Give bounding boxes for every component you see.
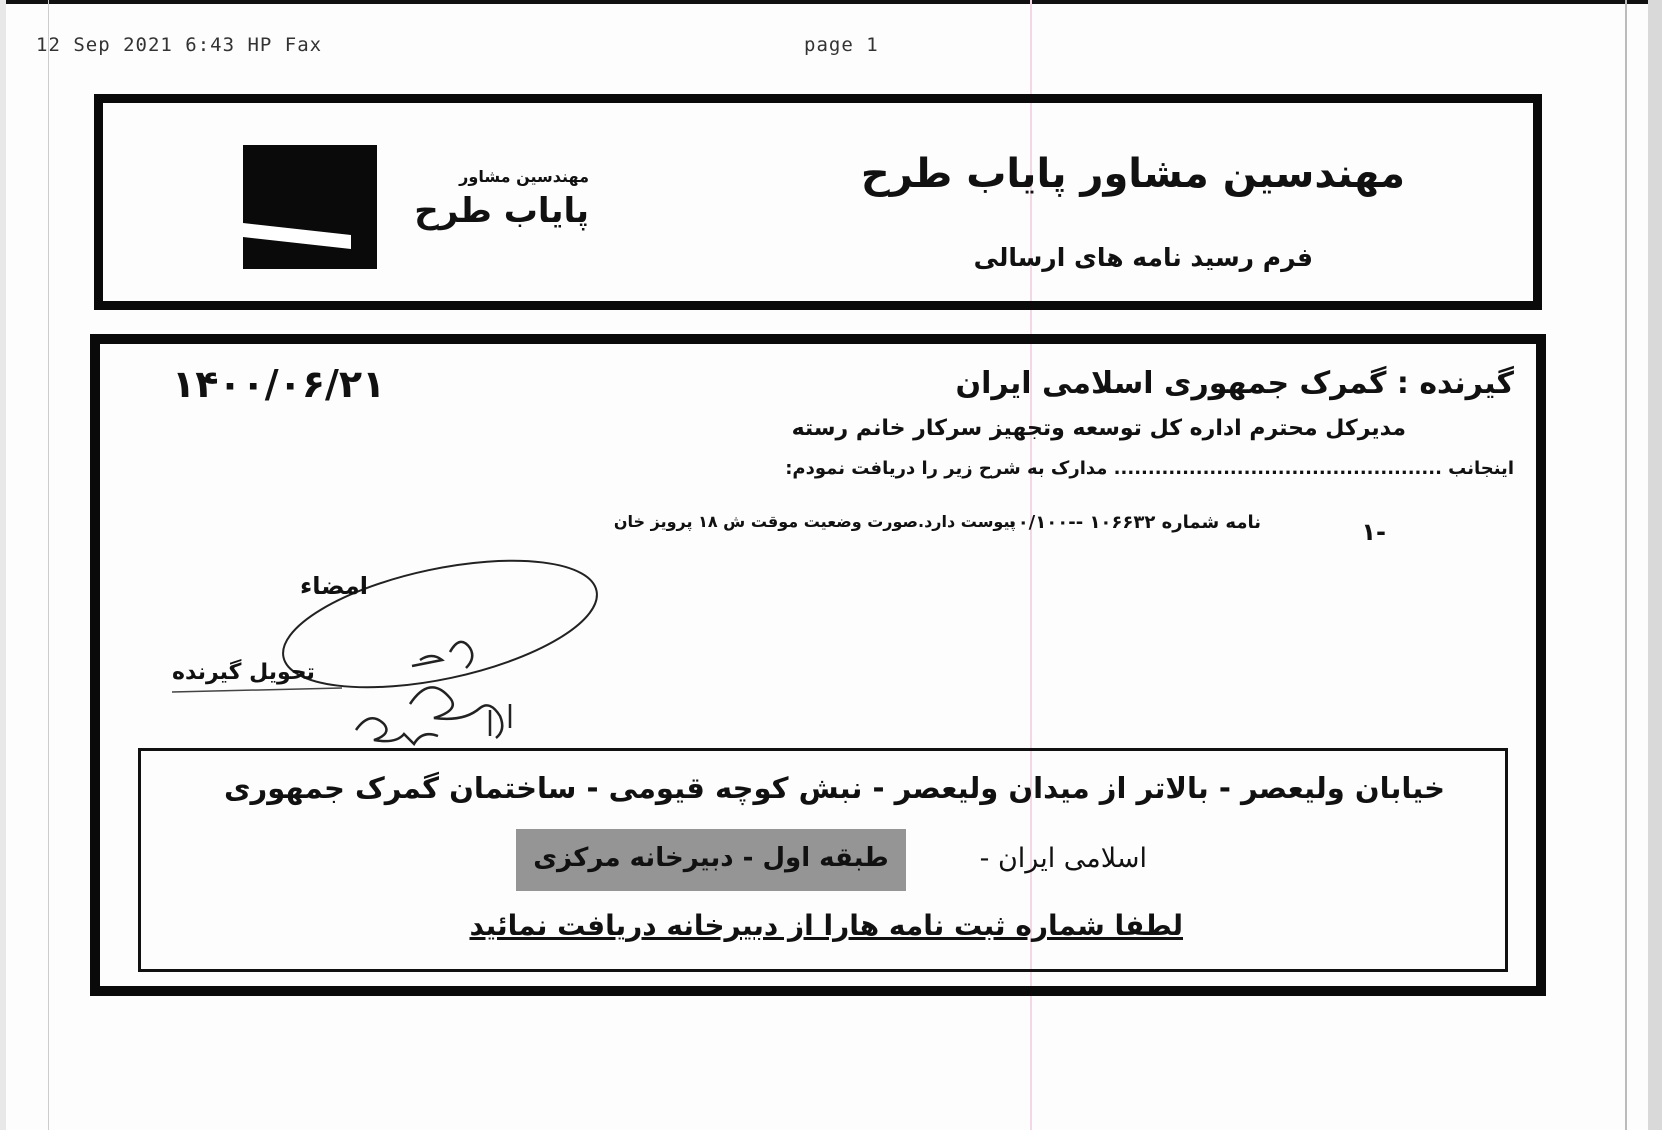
address-box (138, 748, 1508, 972)
right-edge (1648, 0, 1662, 1130)
left-edge (0, 0, 6, 1130)
recipient: گیرنده : گمرک جمهوری اسلامی ایران (955, 366, 1514, 401)
company-logo (243, 145, 377, 269)
item-description: پیوست دارد.صورت وضعیت موقت ش ۱۸ پرویز خان (613, 512, 1016, 531)
receipt-box (90, 334, 1546, 996)
form-title: فرم رسید نامه های ارسالی (973, 243, 1313, 272)
item-letter-number: نامه شماره ۱۰۶۶۳۲ --۰۰/۱۰۰ (1006, 512, 1261, 533)
top-edge (0, 0, 1662, 4)
company-title: مهندسین مشاور پایاب طرح (860, 151, 1405, 197)
fax-page-number: page 1 (804, 34, 879, 56)
address-line-2: اسلامی ایران - (979, 843, 1147, 874)
logo-stripe-icon (243, 145, 377, 269)
sign-label: امضاء (300, 572, 369, 600)
logo-subtitle: مهندسین مشاور (459, 167, 589, 186)
scan-line (1625, 0, 1627, 1130)
letterhead-box (94, 94, 1542, 310)
address-line-1: خیابان ولیعصر - بالاتر از میدان ولیعصر - نبش کوچه قیومی - ساختمان گمرک جمهوری (223, 771, 1445, 805)
receiver-label: تحویل گیرنده (172, 660, 315, 685)
logo-title: پایاب طرح (414, 191, 589, 231)
address-highlighted-floor: طبقه اول - دبیرخانه مرکزی (533, 843, 889, 873)
receipt-date: ۱۴۰۰/۰۶/۲۱ (172, 362, 386, 406)
recipient-manager: مدیرکل محترم اداره کل توسعه وتجهیز سرکار خانم رسته (791, 416, 1406, 441)
fax-timestamp: 12 Sep 2021 6:43 HP Fax (36, 34, 323, 56)
item-number: ۱- (1361, 518, 1386, 546)
received-statement: اینجانب ................................................ مدارک به شرح زیر را دریافت نمودم: (785, 458, 1514, 479)
scan-line (48, 0, 49, 1130)
registration-note: لطفا شماره ثبت نامه هارا از دبیرخانه دریافت نمائید (469, 909, 1183, 942)
